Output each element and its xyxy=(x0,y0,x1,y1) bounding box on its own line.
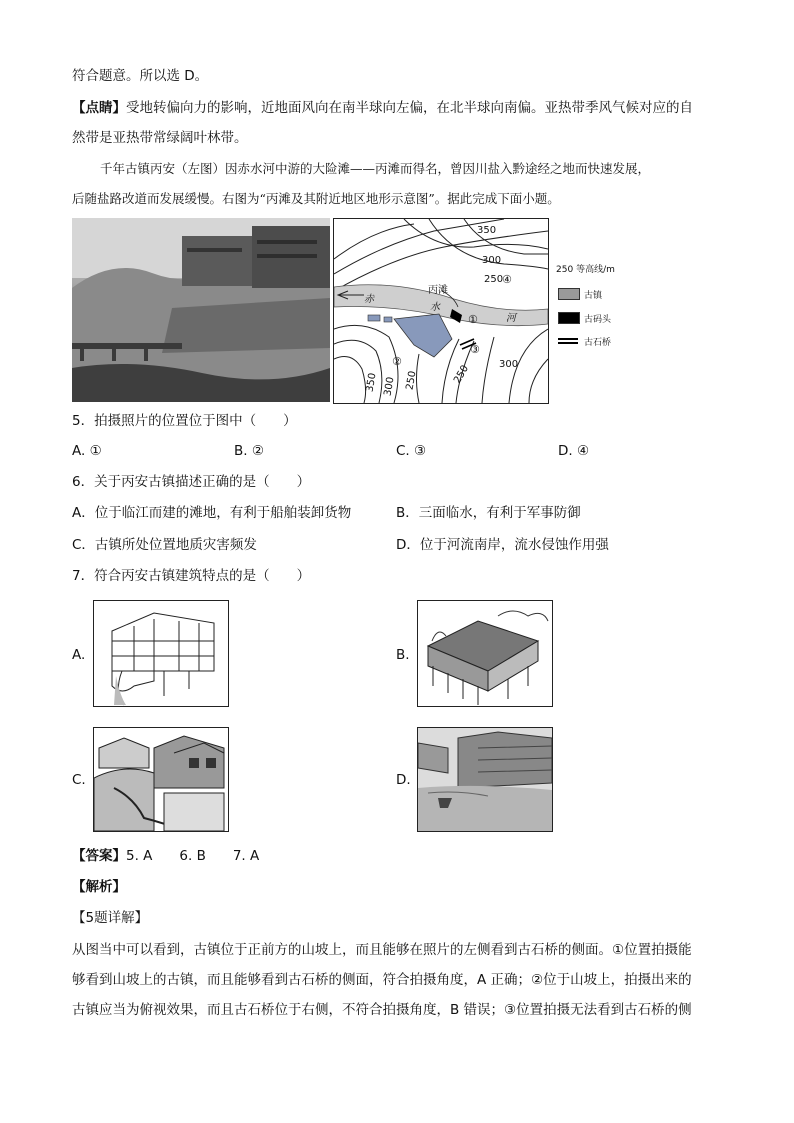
q5-option-a: A. ① xyxy=(72,443,102,459)
contour-label-250b: 250 xyxy=(404,370,419,391)
marker-3: ③ xyxy=(470,343,480,356)
dianjing-line-2: 然带是亚热带常绿阔叶林带。 xyxy=(72,130,248,146)
contour-label-300: 300 xyxy=(482,255,502,266)
legend-contour-label: 等高线/m xyxy=(576,265,615,275)
q7-sketch-c xyxy=(93,727,229,832)
contour-label-300b: 300 xyxy=(382,376,397,397)
detail-line-1: 从图当中可以看到，古镇位于正前方的山坡上，而且能够在照片的左侧看到古石桥的侧面。①位置拍摄能 xyxy=(72,942,692,958)
marker-1: ① xyxy=(468,313,478,326)
marker-4: ④ xyxy=(502,273,512,286)
legend-bridge-line-1 xyxy=(558,338,578,340)
dianjing-text: 受地转偏向力的影响，近地面风向在南半球向左偏，在北半球向南偏。亚热带季风气候对应的自 xyxy=(126,100,693,116)
q7-stem: 7．符合丙安古镇建筑特点的是（ ） xyxy=(72,568,311,584)
legend-contour-sample: 250 xyxy=(556,265,574,275)
q6-option-c: C．古镇所处位置地质灾害频发 xyxy=(72,537,257,553)
q7-option-d: D. xyxy=(396,772,411,788)
q7-option-a: A. xyxy=(72,647,86,663)
q5-option-c: C. ③ xyxy=(396,443,427,459)
q6-option-a: A．位于临江而建的滩地，有利于船舶装卸货物 xyxy=(72,505,352,521)
q7-option-c: C. xyxy=(72,772,86,788)
legend-contour xyxy=(556,262,615,275)
marker-2: ② xyxy=(392,355,402,368)
analysis-heading: 【解析】 xyxy=(72,879,126,895)
answer-tag: 【答案】 xyxy=(72,848,126,864)
detail-line-2: 够看到山坡上的古镇，而且能够看到古石桥的侧面，符合拍摄角度，A 正确；②位于山坡上，拍摄出来的 xyxy=(72,972,692,988)
q6-option-b: B．三面临水，有利于军事防御 xyxy=(396,505,581,521)
place-label: 丙滩 xyxy=(428,285,448,296)
river-label-3: 河 xyxy=(506,313,516,324)
legend-town-label: 古镇 xyxy=(584,291,603,301)
contour-label-250c: 250 xyxy=(452,363,472,386)
q6-stem: 6．关于丙安古镇描述正确的是（ ） xyxy=(72,474,311,490)
legend-bridge-label: 古石桥 xyxy=(584,338,612,348)
legend-bridge-line-2 xyxy=(558,342,578,344)
dianjing-line xyxy=(72,98,693,118)
contour-label-300c: 300 xyxy=(499,359,519,370)
q5-option-d: D. ④ xyxy=(558,443,590,459)
contour-label-350: 350 xyxy=(477,225,497,236)
passage-line-2: 后随盐路改道而发展缓慢。右图为“丙滩及其附近地区地形示意图”。据此完成下面小题。 xyxy=(72,191,560,206)
q7-sketch-b xyxy=(417,600,553,707)
contour-label-250: 250 xyxy=(484,274,504,285)
river-label-2: 水 xyxy=(430,302,440,313)
detail-line-3: 古镇应当为俯视效果，而且古石桥位于右侧，不符合拍摄角度，B 错误；③位置拍摄无法看到古石桥的侧 xyxy=(72,1002,692,1018)
contour-map xyxy=(333,218,549,404)
dianjing-tag: 【点睛】 xyxy=(72,100,126,116)
passage-line-1: 千年古镇丙安（左图）因赤水河中游的大险滩——丙滩而得名，曾因川盐入黔途经之地而快速发展， xyxy=(100,161,651,176)
previous-answer-line: 符合题意。所以选 D。 xyxy=(72,68,209,84)
q5-option-b: B. ② xyxy=(234,443,264,459)
legend-dock-swatch xyxy=(558,312,580,324)
river-label-1: 赤 xyxy=(364,294,374,305)
q6-option-d: D．位于河流南岸，流水侵蚀作用强 xyxy=(396,537,609,553)
answer-text: 5. A 6. B 7. A xyxy=(126,848,260,864)
q7-option-b: B. xyxy=(396,647,410,663)
q7-sketch-d xyxy=(417,727,553,832)
ancient-town-photo xyxy=(72,218,330,402)
answer-line xyxy=(72,846,259,866)
legend-town-swatch xyxy=(558,288,580,300)
q5-detail-heading: 【5题详解】 xyxy=(72,910,149,926)
legend-dock-label: 古码头 xyxy=(584,315,612,325)
q7-sketch-a xyxy=(93,600,229,707)
q5-stem: 5．拍摄照片的位置位于图中（ ） xyxy=(72,413,297,429)
contour-label-350b: 350 xyxy=(364,372,379,393)
